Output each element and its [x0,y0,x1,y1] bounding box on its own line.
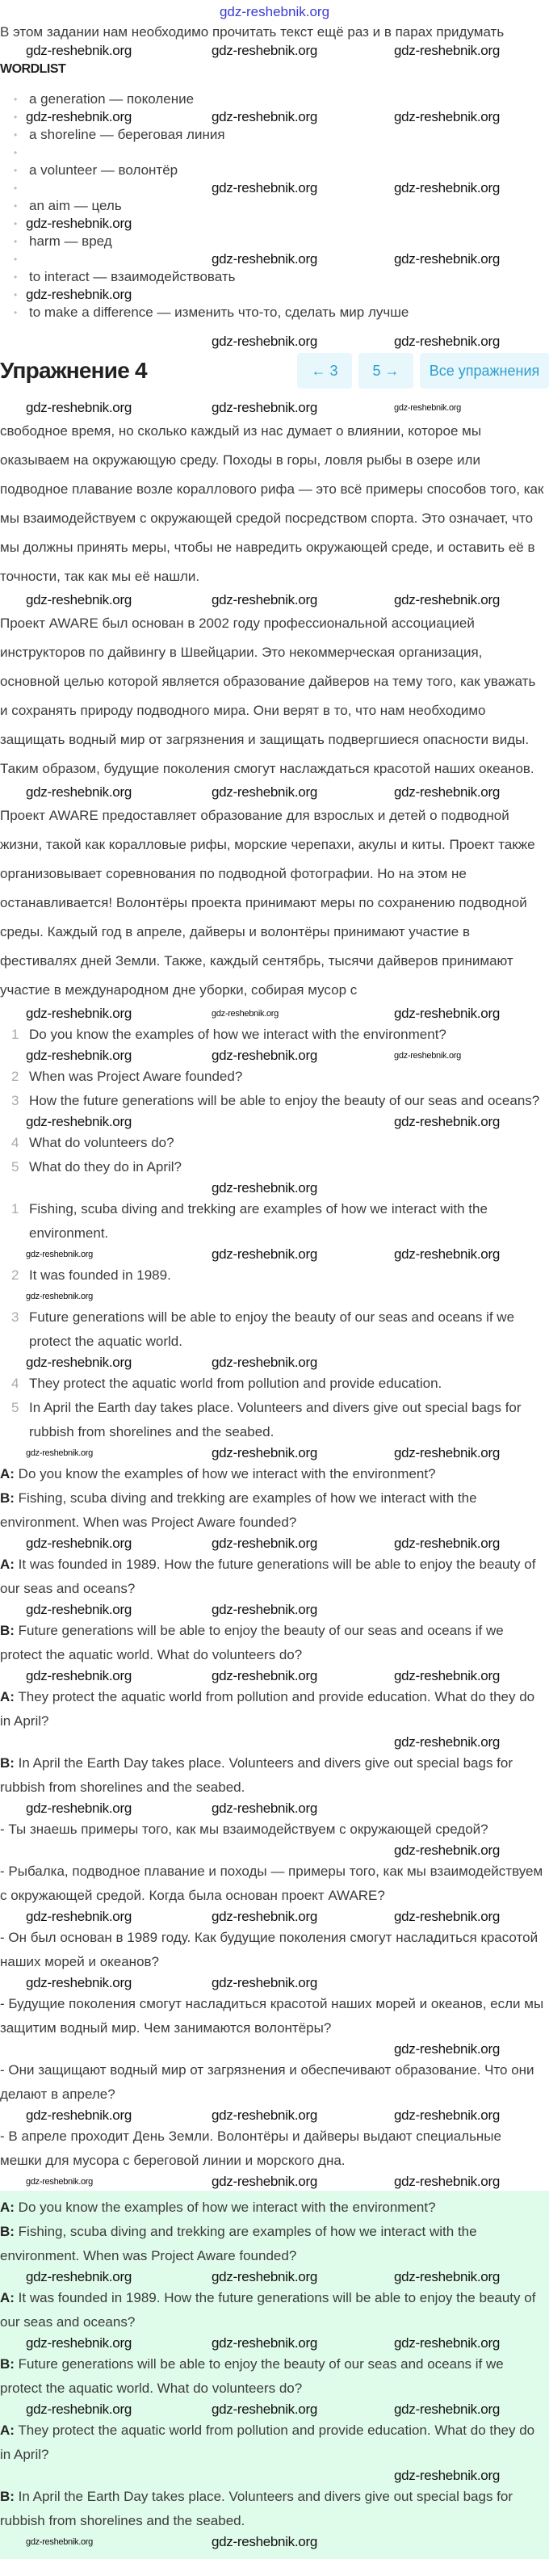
exercise-title: Упражнение 4 [0,358,147,383]
word-item: • to interact — взаимодействовать [0,268,549,286]
dialogue-text: Future generations will be able to enjoy the beauty of our seas and oceans if we protect the aquatic world. What do volunteers do? [0,2356,504,2396]
answer-number: 2 [11,1267,19,1283]
watermark-row [0,1179,549,1197]
watermark: gdz-reshebnik.org [394,1843,500,1858]
watermark: gdz-reshebnik.org [26,2537,93,2547]
translation-line: - Рыбалка, подводное плавание и походы — примеры того, как мы взаимодействуем с окружающей средой. Когда была основан проект AWARE? [0,1864,543,1903]
watermark-row [0,333,549,351]
dialogue-line [0,2485,546,2533]
translation-line: - Он был основан в 1989 году. Как будущие поколения смогут насладиться красотой наших морей и океанов? [0,1930,539,1969]
dialogue-line [0,2418,546,2467]
dialogue-line [0,1553,546,1601]
answer-item [0,1372,546,1396]
watermark-row [0,2533,549,2551]
watermark-row [0,1444,549,1462]
dialogue-text: Fishing, scuba diving and trekking are examples of how we interact with the environment. When was Project Aware founded? [0,1490,477,1530]
dialogue-text: It was founded in 1989. How the future generations will be able to enjoy the beauty of our seas and oceans? [0,2290,536,2330]
watermark: gdz-reshebnik.org [212,109,317,124]
dialogue-line [0,2196,546,2220]
text-paragraph: Проект AWARE был основан в 2002 году профессиональной ассоциацией инструкторов по дайвингу в Швейцарии. Это некоммерческая организация, основной целью которой является образование дайверов на тему того, как уважать и сохранять природу подводного мира. Они верят в то, что нам необходимо защищать водный мир от загрязнения и защищать подвергшиеся опасности виды. Таким образом, будущие поколения смогут наслаждаться красотой наших океанов. [0,616,536,776]
watermark: gdz-reshebnik.org [394,1051,461,1061]
watermark: gdz-reshebnik.org [212,2269,317,2284]
word-item: • a generation — поколение [0,90,549,108]
speaker-label: B: [0,2489,15,2504]
watermark: gdz-reshebnik.org [394,2174,500,2189]
watermark: gdz-reshebnik.org [212,1602,317,1617]
watermark: • gdz-reshebnik.org [212,251,317,267]
question-number: 5 [11,1159,19,1175]
task-intro: В этом задании нам необходимо прочитать текст ещё раз и в парах придумать [0,24,505,40]
dialogue-text: In April the Earth Day takes place. Volunteers and divers give out special bags for rubbish from shorelines and the seabed. [0,1755,513,1795]
answer-box [0,2191,549,2559]
watermark: gdz-reshebnik.org [212,1801,317,1816]
dialogue-text: They protect the aquatic world from pollution and provide education. What do they do in April? [0,2423,535,2462]
watermark-row [0,1047,549,1065]
watermark: gdz-reshebnik.org [212,2174,317,2189]
question-number: 4 [11,1135,19,1150]
question-text: Do you know the examples of how we interact with the environment? [29,1027,446,1042]
answer-number: 3 [11,1309,19,1325]
watermark: gdz-reshebnik.org [212,1009,279,1019]
watermark: gdz-reshebnik.org [394,43,500,58]
word-item: • to make a difference — изменить что-то, сделать мир лучше [0,304,549,321]
watermark: gdz-reshebnik.org [212,1668,317,1683]
watermark-row [0,1113,549,1131]
dialogue-text: Future generations will be able to enjoy the beauty of our seas and oceans if we protect the aquatic world. What do volunteers do? [0,1623,504,1662]
watermark: gdz-reshebnik.org [212,400,317,415]
watermark: gdz-reshebnik.org [212,2402,317,2417]
watermark: • gdz-reshebnik.org [26,109,132,124]
watermark: gdz-reshebnik.org [394,251,500,267]
watermark: gdz-reshebnik.org [26,784,132,800]
watermark: • gdz-reshebnik.org [26,216,132,231]
watermark-row [0,2334,549,2352]
question-item [0,1089,546,1113]
text-paragraph: свободное время, но сколько каждый из нас думает о влиянии, которое мы оказываем на окружающую среду. Походы в горы, ловля рыбы в озере или подводное плавание возле кораллового рифа — это всё примеры способов того, как мы взаимодействуем с окружающей средой посредством спорта. Это означает, что мы должны принять меры, чтобы не навредить окружающей среде, и оставить её в точности, так как мы её нашли. [0,423,544,584]
dialogue-text: Fishing, scuba diving and trekking are examples of how we interact with the environment. When was Project Aware founded? [0,2224,477,2263]
watermark-row [0,2268,549,2286]
watermark: gdz-reshebnik.org [212,1909,317,1924]
dialogue-text: It was founded in 1989. How the future generations will be able to enjoy the beauty of our seas and oceans? [0,1557,536,1596]
answer-text: They protect the aquatic world from pollution and provide education. [29,1376,442,1391]
watermark: gdz-reshebnik.org [26,1048,132,1063]
question-text: What do they do in April? [29,1159,182,1175]
watermark: • gdz-reshebnik.org [212,180,317,195]
question-item [0,1065,546,1089]
all-exercises-button[interactable]: Все упражнения [420,353,549,389]
watermark: gdz-reshebnik.org [394,1909,500,1924]
answer-text: Fishing, scuba diving and trekking are examples of how we interact with the environment. [29,1201,488,1241]
wordlist-title: WORDLIST [0,62,66,76]
dialogue-line [0,1486,546,1535]
watermark: gdz-reshebnik.org [394,2107,500,2123]
next-exercise-button[interactable]: 5 → [358,353,413,389]
watermark-row [0,2107,549,2124]
question-number: 3 [11,1093,19,1108]
question-item [0,1023,546,1047]
exercise-header [0,351,549,391]
translation-line: - Они защищают водный мир от загрязнения и обеспечивают образование. Что они делают в апреле? [0,2062,534,2102]
answer-item [0,1197,546,1246]
watermark: gdz-reshebnik.org [26,1006,132,1021]
watermark: gdz-reshebnik.org [26,1975,132,1990]
watermark-row [0,1005,549,1023]
speaker-label: B: [0,1623,15,1638]
watermark-row [0,2040,549,2058]
watermark-row [0,784,549,801]
watermark: gdz-reshebnik.org [26,1355,132,1370]
watermark: gdz-reshebnik.org [26,1536,132,1551]
dialogue-line [0,1685,546,1733]
watermark: gdz-reshebnik.org [212,1246,317,1262]
answer-text: Future generations will be able to enjoy the beauty of our seas and oceans if we protect the aquatic world. [29,1309,515,1349]
word-item: • an aim — цель [0,197,549,215]
watermark: gdz-reshebnik.org [26,2335,132,2351]
watermark-row [0,2401,549,2418]
watermark: gdz-reshebnik.org [394,2402,500,2417]
watermark: gdz-reshebnik.org [26,1448,93,1458]
watermark: gdz-reshebnik.org [212,2534,317,2549]
watermark-row [0,250,549,268]
answer-text: In April the Earth day takes place. Volunteers and divers give out special bags for rubbish from shorelines and the seabed. [29,1400,522,1439]
watermark: gdz-reshebnik.org [212,334,317,349]
watermark: gdz-reshebnik.org [26,592,132,607]
watermark-row [0,179,549,197]
watermark: gdz-reshebnik.org [26,400,132,415]
watermark: gdz-reshebnik.org [394,2468,500,2483]
watermark: gdz-reshebnik.org [26,2107,132,2123]
watermark-row [0,2173,549,2191]
watermark-row [0,399,549,417]
wordlist [0,90,549,321]
answer-item [0,1396,546,1444]
word-item: • harm — вред [0,233,549,250]
watermark: • gdz-reshebnik.org [26,287,132,302]
watermark-row [0,1667,549,1685]
watermark: gdz-reshebnik.org [26,1250,93,1259]
prev-exercise-button[interactable]: ← 3 [297,353,352,389]
dialogue-line [0,1751,546,1800]
dialogue-text: They protect the aquatic world from pollution and provide education. What do they do in April? [0,1689,535,1729]
answer-item [0,1305,546,1354]
word-item: • a shoreline — береговая линия [0,126,549,144]
dialogue-text: Do you know the examples of how we interact with the environment? [14,1466,436,1481]
watermark: gdz-reshebnik.org [26,2269,132,2284]
watermark: gdz-reshebnik.org [394,1734,500,1750]
speaker-label: B: [0,1490,15,1506]
speaker-label: B: [0,2356,15,2372]
watermark: gdz-reshebnik.org [26,1909,132,1924]
watermark-row [0,1601,549,1619]
translation-line: - Ты знаешь примеры того, как мы взаимодействуем с окружающей средой? [0,1822,488,1837]
question-text: What do volunteers do? [29,1135,174,1150]
dialogue-line [0,2352,546,2401]
dialogue-text: In April the Earth Day takes place. Volunteers and divers give out special bags for rubbish from shorelines and the seabed. [0,2489,513,2528]
translation-line: - В апреле проходит День Земли. Волонтёры и дайверы выдают специальные мешки для мусора с береговой линии и морского дна. [0,2128,501,2168]
translation-line: - Будущие поколения смогут насладиться красотой наших морей и океанов, если мы защитим водный мир. Чем занимаются волонтёры? [0,1996,544,2036]
answer-number: 4 [11,1376,19,1391]
watermark: gdz-reshebnik.org [394,403,461,413]
watermark-row [0,1246,549,1263]
watermark: gdz-reshebnik.org [394,109,500,124]
speaker-label: A: [0,1466,15,1481]
speaker-label: A: [0,1557,15,1572]
text-paragraph: Проект AWARE предоставляет образование для взрослых и детей о подводной жизни, такой как коралловые рифы, морские черепахи, акулы и киты. Проект также организовывает соревнования по подводной фотографии. Но на этом не останавливается! Волонтёры проекта принимают меры по сохранению подводной среды. Каждый год в апреле, дайверы и волонтёры принимают участие в фестивалях дней Земли. Также, каждый сентябрь, тысячи дайверов принимают участие в международном дне уборки, собирая мусор с [0,808,535,998]
watermark-row [0,2467,549,2485]
dialogue-line [0,1619,546,1667]
word-item: • a volunteer — волонтёр [0,162,549,179]
question-item [0,1131,546,1155]
watermark-row [0,1354,549,1372]
dialogue-line [0,2220,546,2268]
watermark: gdz-reshebnik.org [212,1975,317,1990]
watermark-row [0,1842,549,1860]
watermark-row [0,286,549,304]
watermark: gdz-reshebnik.org [26,1668,132,1683]
watermark: gdz-reshebnik.org [26,1801,132,1816]
watermark: gdz-reshebnik.org [212,1445,317,1460]
watermark: gdz-reshebnik.org [394,1668,500,1683]
watermark: gdz-reshebnik.org [394,592,500,607]
watermark: gdz-reshebnik.org [394,784,500,800]
watermark: gdz-reshebnik.org [212,1536,317,1551]
dialogue-text: Do you know the examples of how we interact with the environment? [14,2200,436,2215]
speaker-label: B: [0,1755,15,1771]
watermark: gdz-reshebnik.org [26,1114,132,1129]
watermark: gdz-reshebnik.org [212,1048,317,1063]
watermark: gdz-reshebnik.org [26,2402,132,2417]
watermark: gdz-reshebnik.org [26,43,132,58]
spacer [0,144,549,162]
answer-item [0,1263,546,1288]
answer-text: It was founded in 1989. [29,1267,171,1283]
watermark: gdz-reshebnik.org [212,2335,317,2351]
question-text: When was Project Aware founded? [29,1069,243,1084]
watermark-row [0,1800,549,1817]
dialogue-line [0,1462,546,1486]
watermark: gdz-reshebnik.org [212,2107,317,2123]
watermark: gdz-reshebnik.org [212,1355,317,1370]
watermark-row [0,1974,549,1992]
watermark: gdz-reshebnik.org [26,1292,93,1301]
watermark: gdz-reshebnik.org [212,43,317,58]
watermark: gdz-reshebnik.org [394,1006,500,1021]
watermark: gdz-reshebnik.org [394,334,500,349]
watermark: gdz-reshebnik.org [394,1536,500,1551]
question-text: How the future generations will be able to enjoy the beauty of our seas and oceans? [29,1093,540,1108]
speaker-label: B: [0,2224,15,2239]
watermark: gdz-reshebnik.org [394,1114,500,1129]
watermark: gdz-reshebnik.org [212,784,317,800]
watermark: gdz-reshebnik.org [394,1246,500,1262]
watermark: gdz-reshebnik.org [26,1602,132,1617]
question-item [0,1155,546,1179]
question-number: 2 [11,1069,19,1084]
watermark-row [0,1288,549,1305]
watermark: gdz-reshebnik.org [394,180,500,195]
watermark-row [0,1535,549,1553]
watermark: gdz-reshebnik.org [26,2177,93,2187]
watermark-row [0,215,549,233]
watermark: gdz-reshebnik.org [212,592,317,607]
watermark-row [0,1733,549,1751]
watermark: gdz-reshebnik.org [212,1180,317,1196]
speaker-label: A: [0,1689,15,1704]
watermark: gdz-reshebnik.org [394,1445,500,1460]
speaker-label: A: [0,2423,15,2438]
site-watermark-logo: gdz-reshebnik.org [219,4,330,19]
watermark-row [0,42,549,60]
speaker-label: A: [0,2200,15,2215]
watermark: gdz-reshebnik.org [394,2041,500,2057]
watermark: gdz-reshebnik.org [394,2269,500,2284]
answer-number: 5 [11,1400,19,1415]
watermark-row [0,108,549,126]
watermark-row [0,591,549,609]
answer-number: 1 [11,1201,19,1217]
watermark: gdz-reshebnik.org [394,2335,500,2351]
dialogue-line [0,2286,546,2334]
watermark-row [0,1908,549,1926]
question-number: 1 [11,1027,19,1042]
speaker-label: A: [0,2290,15,2305]
